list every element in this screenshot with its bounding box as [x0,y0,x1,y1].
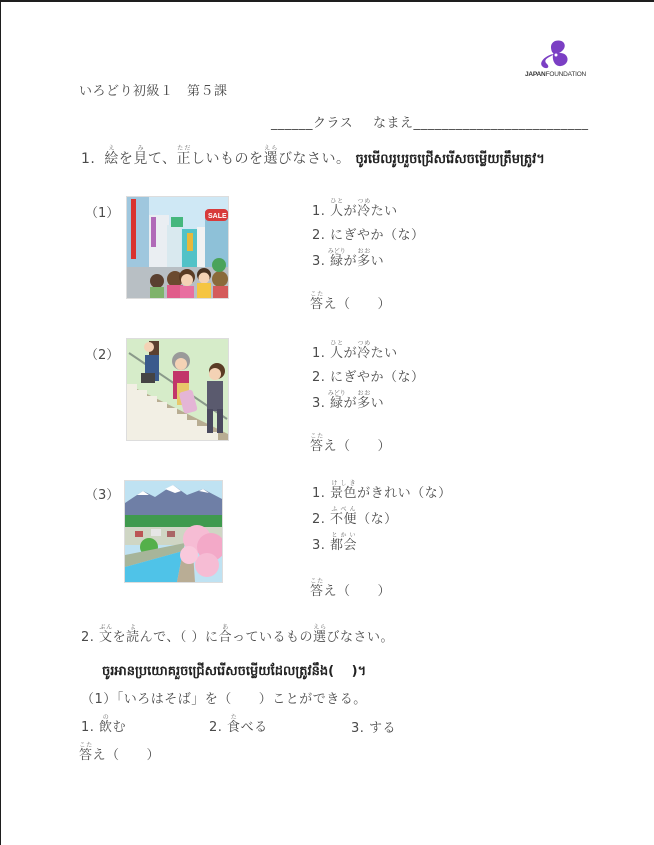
section1-number: 1. [81,151,96,167]
busy-city-street-image [126,196,229,299]
section2-option-3[interactable]: 3. する [351,721,397,736]
section2-question-1-answer[interactable]: 答こたえ（ ） [79,742,161,763]
name-field-label: なまえ_________________________ [373,116,589,131]
class-field-label: ______クラス [271,116,354,131]
option-1[interactable]: 1. 景色けしきがきれい（な） [312,480,452,501]
question-2-options [312,340,425,416]
question-3-options [312,480,452,558]
option-3[interactable]: 3. 都会とかい [312,532,358,553]
section2-option-2[interactable]: 2. 食たべる [209,714,268,735]
section1-instruction-jp: 絵えを見みて、正ただしいものを選えらびなさい。 [104,145,351,167]
section2-option-1[interactable]: 1. 飲のむ [81,714,127,735]
option-2[interactable]: 2. にぎやか（な） [312,370,425,385]
japan-foundation-logo [525,38,587,82]
butterfly-logo-icon [525,38,581,72]
section2-instruction-jp: 2. 文ぶんを読よんで、（ ）に合あっているもの選えらびなさい。 [81,624,395,645]
question-2-label: （2） [85,348,120,363]
question-1-label: （1） [85,206,120,221]
option-3[interactable]: 3. 緑みどりが多おおい [312,390,385,411]
section2-question-1-text: （1）「いろはそば」を（ ）ことができる。 [81,692,367,707]
svg-text:SALE: SALE [208,213,227,220]
option-3[interactable]: 3. 緑みどりが多おおい [312,248,385,269]
section2-instruction-khmer: ចូរអានប្រយោគរួចជ្រើសរើសចម្លើយដែលត្រូវនឹង( )។ [102,664,367,679]
option-1[interactable]: 1. 人ひとが冷つめたい [312,340,398,361]
option-1[interactable]: 1. 人ひとが冷つめたい [312,198,398,219]
question-2-answer[interactable]: 答こたえ（ ） [310,433,392,454]
question-3-label: （3） [85,488,120,503]
option-2[interactable]: 2. 不便ふべん（な） [312,506,398,527]
question-1-answer[interactable]: 答こたえ（ ） [310,291,392,312]
logo-text: JAPANFOUNDATION [525,71,587,78]
section1-instruction [81,145,545,170]
mountain-river-image [124,480,223,583]
worksheet-title: いろどり初級１ 第５課 [79,84,228,99]
question-1-options [312,198,425,274]
stairs-scene-image [126,338,229,441]
section1-instruction-khmer: ចូរមើលរូបរួចជ្រើសរើសចម្លើយត្រឹមត្រូវ។ [355,152,545,167]
question-3-answer[interactable]: 答こたえ（ ） [310,578,392,599]
option-2[interactable]: 2. にぎやか（な） [312,228,425,243]
